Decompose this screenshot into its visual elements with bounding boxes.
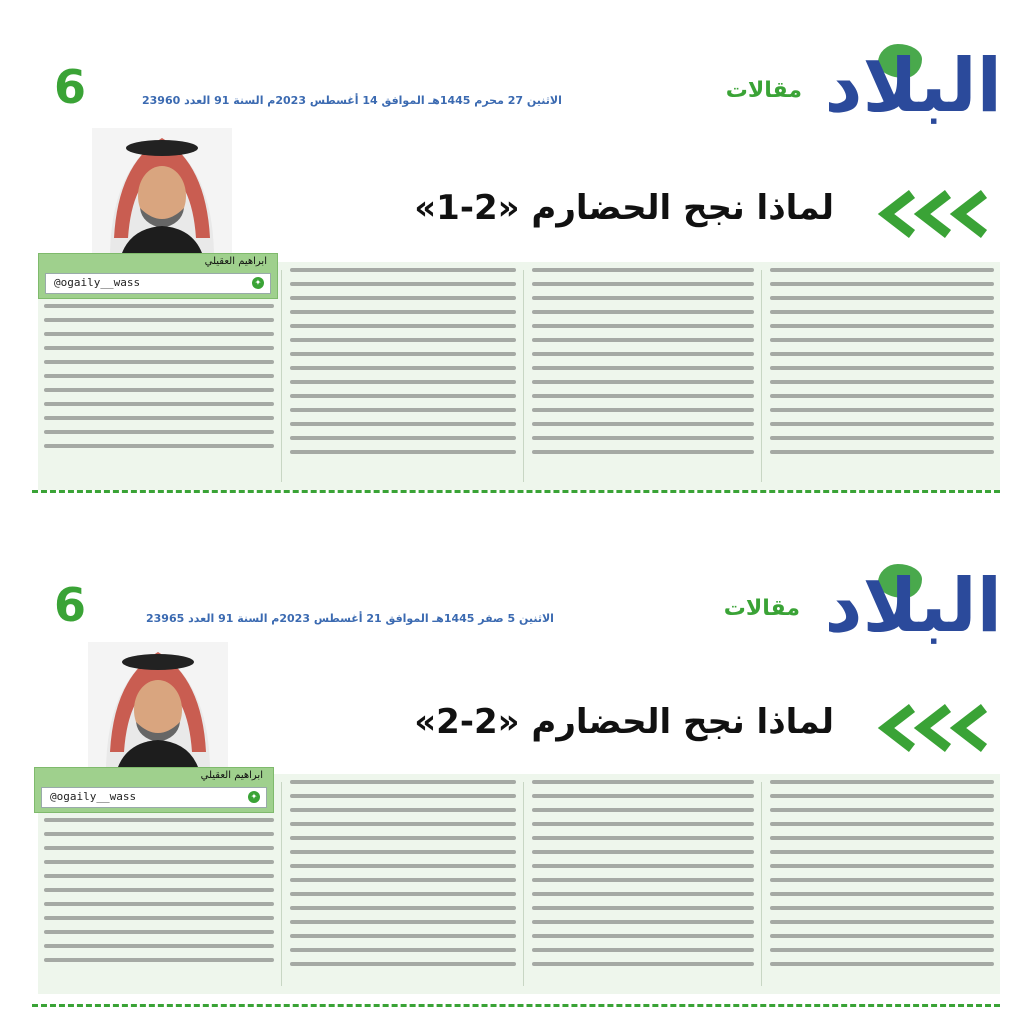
text-column (284, 780, 522, 988)
text-column (38, 304, 280, 484)
issue-date-line: الاثنين 5 صفر 1445هـ الموافق 21 أغسطس 2023م السنة 91 العدد 23965 (146, 612, 554, 625)
twitter-row (45, 273, 271, 294)
logo-text: البلاد (824, 563, 1002, 649)
author-photo (92, 128, 232, 253)
text-column (764, 780, 1000, 988)
article-headline: لماذا نجح الحضارم «2-2» (414, 702, 834, 742)
twitter-row (41, 787, 267, 808)
article-panel-2 (0, 520, 1024, 1024)
twitter-icon: ✦ (248, 791, 260, 803)
chevrons-icon (868, 190, 1000, 238)
page-number: 6 (54, 578, 87, 632)
text-column (38, 818, 280, 988)
chevrons-icon (868, 704, 1000, 752)
page-number: 6 (54, 60, 87, 114)
section-title: مقالات (725, 78, 802, 103)
twitter-icon: ✦ (252, 277, 264, 289)
article-headline: لماذا نجح الحضارم «2-1» (414, 188, 834, 228)
panel-divider (32, 1004, 1000, 1007)
text-column (526, 780, 760, 988)
author-name: ابراهيم العقيلي (204, 256, 267, 267)
author-name: ابراهيم العقيلي (200, 770, 263, 781)
newspaper-logo (812, 44, 1002, 134)
author-box (34, 767, 274, 813)
text-column (284, 268, 522, 484)
author-box (38, 253, 278, 299)
issue-date-line: الاثنين 27 محرم 1445هـ الموافق 14 أغسطس 2023م السنة 91 العدد 23960 (142, 94, 562, 107)
twitter-handle: @ogaily__wass (54, 276, 141, 289)
panel-divider (32, 490, 1000, 493)
text-column (764, 268, 1000, 484)
logo-text: البلاد (824, 43, 1002, 129)
article-panel-1 (0, 0, 1024, 505)
twitter-handle: @ogaily__wass (50, 790, 137, 803)
section-title: مقالات (723, 596, 800, 621)
author-photo (88, 642, 228, 767)
text-column (526, 268, 760, 484)
newspaper-logo (812, 564, 1002, 654)
